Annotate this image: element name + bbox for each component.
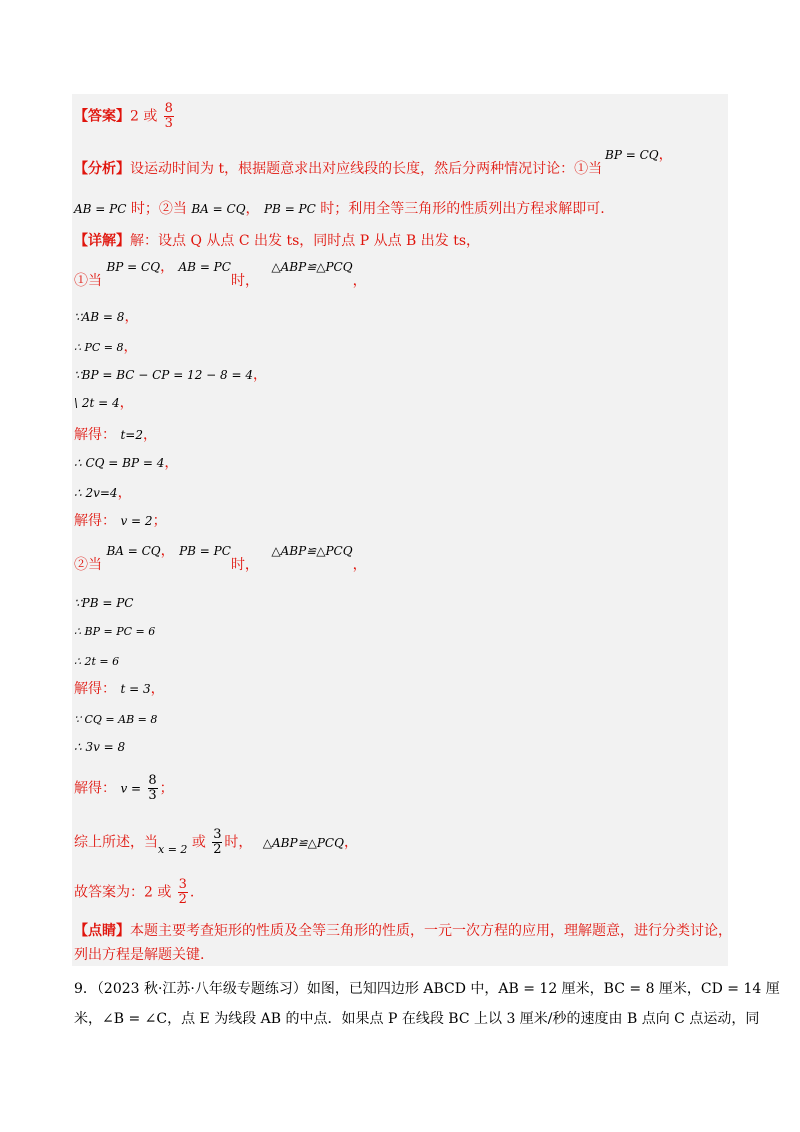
case1-l6-end: ， xyxy=(117,485,132,501)
case2-shi: 时， xyxy=(230,557,259,573)
detail-label: 【详解】 xyxy=(74,233,130,249)
case2-end: ， xyxy=(352,557,367,573)
case1-step-3 xyxy=(74,366,267,384)
summary-numerator: 3 xyxy=(213,827,222,842)
case2-v: v = xyxy=(120,781,142,796)
case1-step-5 xyxy=(74,454,178,472)
case2-v-fraction xyxy=(148,774,158,803)
case2-step-1 xyxy=(74,594,133,612)
analysis-label: 【分析】 xyxy=(74,161,130,177)
case1-congruence: △ABP≌△PCQ xyxy=(271,260,353,274)
case2-v-numerator: 8 xyxy=(148,773,157,788)
case1-step-2 xyxy=(74,338,138,357)
case1-l5-end: ， xyxy=(164,455,179,471)
case1-step-6 xyxy=(74,484,132,502)
final-numerator: 3 xyxy=(178,877,187,892)
summary-or: 或 xyxy=(191,834,206,851)
analysis-eq1-line xyxy=(605,146,673,164)
summary-denominator: 2 xyxy=(213,842,222,857)
case1-l6: ∴ 2v=4 xyxy=(74,486,118,500)
case1-solve-t xyxy=(74,426,157,444)
case1-step-1 xyxy=(74,308,138,326)
summary-fraction xyxy=(212,828,222,857)
analysis-line-2 xyxy=(74,200,605,218)
final-fraction xyxy=(178,878,188,907)
case1-l3-end: ， xyxy=(252,367,267,383)
final-denominator: 2 xyxy=(178,892,187,907)
analysis-line-1 xyxy=(74,160,602,178)
detail-line xyxy=(74,232,480,250)
analysis-eq1: BP = CQ xyxy=(605,148,659,162)
question-9-line-1: 9．（2023 秋·江苏·八年级专题练习）如图，已知四边形 ABCD 中，AB = 12 厘米，BC = 8 厘米，CD = 14 厘 xyxy=(74,981,780,997)
summary-line xyxy=(74,828,358,857)
case1-sep: ， xyxy=(160,259,175,275)
case1-l1-end: ， xyxy=(124,309,139,325)
detail-text: 解：设点 Q 从点 C 出发 ts，同时点 P 从点 B 出发 ts， xyxy=(130,233,481,249)
case1-l2: ∴ PC = 8 xyxy=(74,341,124,354)
case1-t-end: ， xyxy=(142,427,157,443)
analysis-text-1: 设运动时间为 t，根据题意求出对应线段的长度，然后分两种情况讨论：①当 xyxy=(130,161,603,177)
case2-step-5 xyxy=(74,738,125,756)
case1-l5: ∴ CQ = BP = 4 xyxy=(74,456,165,470)
final-answer-line xyxy=(74,878,194,907)
case2-t-end: ， xyxy=(150,681,165,697)
answer-denominator: 3 xyxy=(164,116,173,131)
case2-step-3 xyxy=(74,652,119,671)
case2-l5: ∴ 3v = 8 xyxy=(74,740,126,754)
summary-end: ， xyxy=(343,834,358,851)
comment-text-2: 列出方程是解题关键. xyxy=(74,947,205,963)
case1-eq1: BP = CQ xyxy=(106,260,161,274)
case1-eq2: AB = PC xyxy=(178,260,231,274)
summary-shi: 时， xyxy=(224,834,253,851)
case1-solve-label-2: 解得： xyxy=(74,513,116,529)
case2-sep: ， xyxy=(160,543,175,559)
answer-numerator: 8 xyxy=(164,101,173,116)
case1-l1: ∵AB = 8 xyxy=(74,310,125,324)
summary-x: x = 2 xyxy=(158,842,188,856)
case2-step-2 xyxy=(74,622,155,641)
case2-line xyxy=(74,543,367,574)
analysis-eq4: PB = PC xyxy=(263,202,316,216)
case1-shi: 时， xyxy=(230,273,259,289)
answer-line xyxy=(74,102,176,131)
summary-prefix: 综上所述，当 xyxy=(74,834,158,851)
final-text: 故答案为：2 或 xyxy=(74,884,172,901)
case2-solve-v xyxy=(74,774,174,803)
case1-l4: \ 2t = 4 xyxy=(74,396,120,410)
answer-fraction xyxy=(164,102,174,131)
case1-prefix: ①当 xyxy=(74,273,102,289)
comment-line-2 xyxy=(74,946,204,964)
analysis-text-3: 时；利用全等三角形的性质列出方程求解即可. xyxy=(320,201,605,217)
case1-line xyxy=(74,259,367,290)
case1-solve-v xyxy=(74,512,167,530)
case2-eq1: BA = CQ xyxy=(106,544,161,558)
answer-label: 【答案】 xyxy=(74,108,130,125)
comment-text-1: 本题主要考查矩形的性质及全等三角形的性质，一元一次方程的应用，理解题意，进行分类讨论， xyxy=(130,923,732,939)
case1-l2-end: ， xyxy=(123,339,138,355)
analysis-text-2: 时；②当 xyxy=(130,201,187,217)
case2-l1: ∵PB = PC xyxy=(74,596,134,610)
case2-solve-t xyxy=(74,680,165,698)
comment-line-1 xyxy=(74,922,732,940)
case2-t: t = 3 xyxy=(120,682,151,696)
case2-l4: ∵ CQ = AB = 8 xyxy=(74,713,158,726)
question-9-line-2: 米，∠B = ∠C，点 E 为线段 AB 的中点．如果点 P 在线段 BC 上以 3 厘米/秒的速度由 B 点向 C 点运动，同 xyxy=(74,1011,760,1027)
analysis-eq3: BA = CQ xyxy=(191,202,246,216)
case2-l3: ∴ 2t = 6 xyxy=(74,655,120,668)
summary-congruence: △ABP≌△PCQ xyxy=(262,835,344,850)
case2-solve-label-1: 解得： xyxy=(74,681,116,697)
case2-congruence: △ABP≌△PCQ xyxy=(271,544,353,558)
case2-prefix: ②当 xyxy=(74,557,102,573)
case2-eq2: PB = PC xyxy=(179,544,231,558)
case2-l2: ∴ BP = PC = 6 xyxy=(74,625,156,638)
case1-end: ， xyxy=(352,273,367,289)
analysis-eq2: AB = PC xyxy=(74,202,127,216)
case2-solve-label-2: 解得： xyxy=(74,780,116,797)
case2-v-end: ； xyxy=(159,780,174,797)
analysis-sep1: ， xyxy=(658,147,673,163)
case2-v-denominator: 3 xyxy=(148,788,157,803)
case1-l4-end: ， xyxy=(119,395,134,411)
analysis-sep2: ， xyxy=(245,201,260,217)
case1-solve-label-1: 解得： xyxy=(74,427,116,443)
case1-l3: ∵BP = BC − CP = 12 − 8 = 4 xyxy=(74,368,253,382)
case2-step-4 xyxy=(74,710,157,729)
case1-v-end: ； xyxy=(152,513,167,529)
final-end: . xyxy=(189,884,195,901)
case1-step-4 xyxy=(74,394,134,412)
comment-label: 【点睛】 xyxy=(74,923,130,939)
case1-v: v = 2 xyxy=(120,514,153,528)
case1-t: t=2 xyxy=(120,428,143,442)
answer-text: 2 或 xyxy=(130,108,158,125)
